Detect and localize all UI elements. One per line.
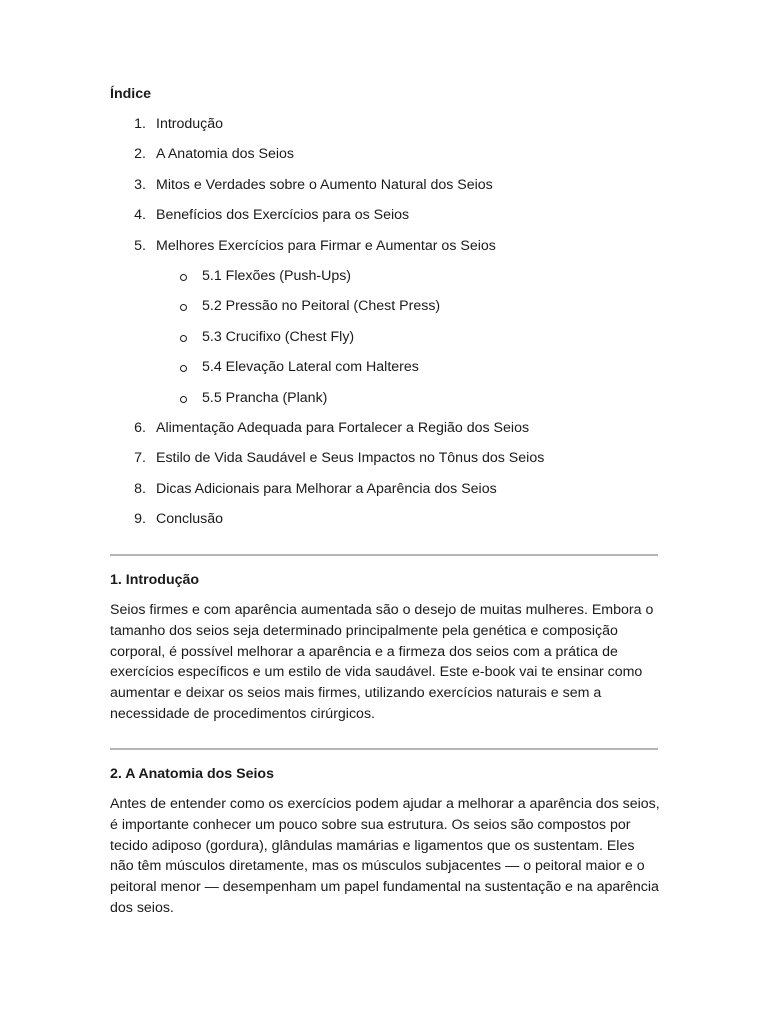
toc-subitem: 5.3 Crucifixo (Chest Fly) xyxy=(110,327,658,357)
toc-item: 8. Dicas Adicionais para Melhorar a Aparência dos Seios xyxy=(134,480,497,497)
circle-bullet-icon xyxy=(180,396,187,403)
section-anatomy xyxy=(110,764,660,919)
circle-bullet-icon xyxy=(180,304,187,311)
toc-subitem: 5.4 Elevação Lateral com Halteres xyxy=(110,357,658,387)
section-divider xyxy=(110,748,658,750)
toc-item: 3. Mitos e Verdades sobre o Aumento Natural dos Seios xyxy=(134,176,493,193)
toc-list-continued xyxy=(110,418,658,540)
toc-subitem: 5.1 Flexões (Push-Ups) xyxy=(110,266,658,296)
section-divider xyxy=(110,554,658,556)
toc-item: 5. Melhores Exercícios para Firmar e Aumentar os Seios xyxy=(134,237,496,254)
toc-item: 7. Estilo de Vida Saudável e Seus Impactos no Tônus dos Seios xyxy=(134,450,545,467)
toc-item: 1. Introdução xyxy=(134,116,224,132)
toc-item: 6. Alimentação Adequada para Fortalecer a Região dos Seios xyxy=(134,419,530,436)
section-heading: 1. Introdução xyxy=(110,572,200,588)
toc-sublist xyxy=(110,266,658,418)
circle-bullet-icon xyxy=(180,365,187,372)
section-introduction xyxy=(110,570,660,725)
toc-list xyxy=(110,114,658,266)
table-of-contents xyxy=(110,84,658,539)
section-heading: 2. A Anatomia dos Seios xyxy=(110,766,274,782)
toc-item: 9. Conclusão xyxy=(134,511,224,528)
circle-bullet-icon xyxy=(180,274,187,281)
toc-item: 2. A Anatomia dos Seios xyxy=(134,146,295,163)
circle-bullet-icon xyxy=(180,335,187,342)
toc-title: Índice xyxy=(110,86,151,102)
toc-subitem: 5.2 Pressão no Peitoral (Chest Press) xyxy=(110,296,658,326)
toc-subitem: 5.5 Prancha (Plank) xyxy=(110,388,658,418)
section-paragraph: Antes de entender como os exercícios podem ajudar a melhorar a aparência dos seios, é importante conhecer um pouco sobre sua estrutura. Os seios são compostos por tecido adiposo (gordura), glândulas mamárias e ligamentos que os sustentam. Eles não têm músculos diretamente, mas os músculos subjacentes — o peitoral maior e o peitoral menor — desempenham um papel fundamental na sustentação e na aparência dos seios. xyxy=(110,796,660,916)
toc-item: 4. Benefícios dos Exercícios para os Seios xyxy=(134,207,410,224)
section-paragraph: Seios firmes e com aparência aumentada são o desejo de muitas mulheres. Embora o tamanho dos seios seja determinado principalmente pela genética e composição corporal, é possível melhorar a aparência e a firmeza dos seios com a prática de exercícios específicos e um estilo de vida saudável. Este e-book vai te ensinar como aumentar e deixar os seios mais firmes, utilizando exercícios naturais e sem a necessidade de procedimentos cirúrgicos. xyxy=(110,602,654,722)
